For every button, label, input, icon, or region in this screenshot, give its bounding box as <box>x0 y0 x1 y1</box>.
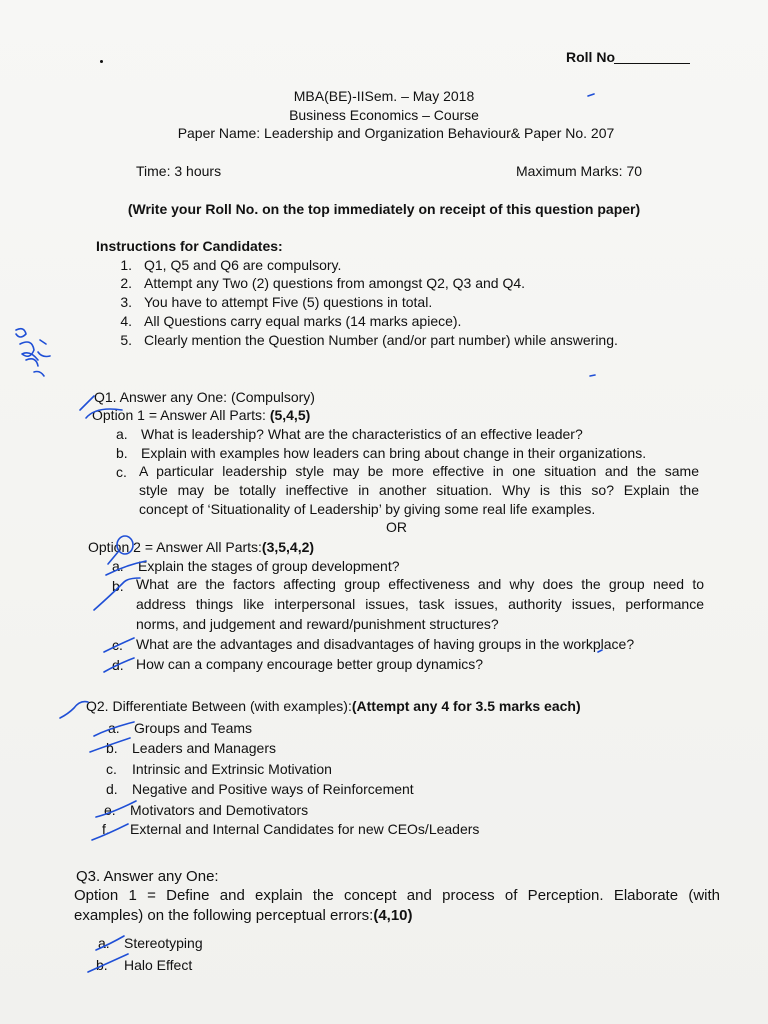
q1-option2-item-b-line1: What are the factors affecting group effectiveness and why does the group need to <box>136 576 704 592</box>
maximum-marks: Maximum Marks: 70 <box>516 163 643 179</box>
q1-option1-item-c-line1: A particular leadership style may be more effective in one situation and the same <box>139 463 699 479</box>
q2-tick-mark <box>60 702 88 718</box>
list-item: e. Motivators and Demotivators <box>104 802 309 818</box>
q1-option1-item-b: b. <box>116 445 128 461</box>
q3-option1-line2: examples) on the following perceptual errors:(4,10) <box>74 907 413 924</box>
q1-option1-item-c: c. <box>116 464 127 480</box>
q1-option2-item-b-line2: address things like interpersonal issues, task issues, authority issues, performance <box>136 596 704 612</box>
q1-option1-item-b-text: Explain with examples how leaders can bring about change in their organizations. <box>141 445 647 461</box>
q1-option1-item-c-line3: concept of ‘Situationality of Leadership’ by giving some real life examples. <box>139 501 596 517</box>
q1-option2-item-d: d. <box>112 657 124 673</box>
q1-option1-item-a-text: What is leadership? What are the characteristics of an effective leader? <box>141 426 583 442</box>
q3-option1-line1: Option 1 = Define and explain the concept and process of Perception. Elaborate (with <box>74 887 720 904</box>
q1-option1-item-a: a. <box>116 426 128 442</box>
q1-option2-item-d-text: How can a company encourage better group dynamics? <box>136 656 484 672</box>
course-name: Business Economics – Course <box>289 107 479 123</box>
q2-item-f-tick <box>92 824 128 840</box>
roll-number-blank <box>614 63 690 64</box>
q1-option2-item-a: a. <box>112 558 124 574</box>
time-allowed: Time: 3 hours <box>136 163 222 179</box>
paper-name: Paper Name: Leadership and Organization Behaviour& Paper No. 207 <box>177 125 615 141</box>
list-item: c. Intrinsic and Extrinsic Motivation <box>106 761 332 777</box>
roll-number-label: Roll No <box>566 49 615 65</box>
list-item: a. Groups and Teams <box>108 720 253 736</box>
q3-item-b: b. Halo Effect <box>96 957 193 973</box>
instructions-heading: Instructions for Candidates: <box>96 238 283 254</box>
q3-heading: Q3. Answer any One: <box>76 868 219 885</box>
q2-heading: Q2. Differentiate Between (with examples):(Attempt any 4 for 3.5 marks each) <box>86 698 581 714</box>
list-item: b. Leaders and Managers <box>106 740 276 756</box>
q1-option1-label: Option 1 = Answer All Parts: (5,4,5) <box>92 407 311 423</box>
q1-option2-label: Option 2 = Answer All Parts:(3,5,4,2) <box>88 539 315 555</box>
write-roll-note: (Write your Roll No. on the top immediately on receipt of this question paper) <box>127 201 641 217</box>
or-separator: OR <box>386 519 407 535</box>
q1-option2-item-c-text: What are the advantages and disadvantages of having groups in the workplace? <box>136 636 635 652</box>
q1-option2-item-b: b. <box>112 578 124 594</box>
exam-paper: Roll No MBA(BE)-IISem. – May 2018 Business Economics – Course Paper Name: Leadership and Organization Behaviour& Paper No. 207 Time: 3 hours Maximum Marks: 70 (Write your Roll No. on the top immediately on receipt of this question paper) Instructions for Candidates: 1. Q1, Q5 and Q6 are compulsory. 2. Attempt any Two (2) questions from amongst Q2, Q3 and Q4. 3. You have to attempt Five (5) questions in total. 4. All Questions carry equal marks (14 marks apiece). 5. Clearly mention the Question Number (and/or part number) while answering. Q1. Answer any One: (Compulsory) Option 1 = Answer All Parts: (5,4,5) a. What is leadership? What are the characteristics of an effective leader? b. Explain with examples how leaders can bring about change in their organizations. c. A particular leadership style may be more effective in one situation and the same style may be totally ineffective in another situation. Why is this so? Explain the concept of ‘Situationality of Leadership’ by giving some real life examples. OR Option 2 = Answer All Parts:(3,5,4,2) a. Explain the stages of group development? b. What are the factors affecting group effectiveness and why does the group need to address things like interpersonal issues, task issues, authority issues, performance norms, and judgement and reward/punishment structures? c. What are the advantages and disadvantages of having groups in the workplace? d. How can a company encourage better group dynamics? Q2. Differentiate Between (with examples):(Attempt any 4 for 3.5 marks each) a. Groups and Teams b. Leaders and Managers c. Intrinsic and Extrinsic Motivation d. Negative and Positive ways of Reinforcement e. Motivators and Demotivators f. External and Internal Candidates for new CEOs/Leaders Q3. Answer any One: Option 1 = Define and explain the concept and process of Perception. Elaborate (with examples) on the following perceptual errors:(4,10) a. Stereotyping b. Halo Effect <box>0 0 768 1024</box>
q3-item-a: a. Stereotyping <box>98 935 203 951</box>
q1-option2-item-b-line3: norms, and judgement and reward/punishment structures? <box>136 616 499 632</box>
q1-option2-item-a-text: Explain the stages of group development? <box>138 558 400 574</box>
q1-option1-item-c-line2: style may be totally ineffective in another situation. Why is this so? Explain the <box>139 482 699 498</box>
stray-dot <box>100 60 103 63</box>
list-item: d. Negative and Positive ways of Reinforcement <box>106 781 414 797</box>
list-item: f. External and Internal Candidates for new CEOs/Leaders <box>102 821 480 837</box>
margin-scribble <box>16 329 50 376</box>
exam-title: MBA(BE)-IISem. – May 2018 <box>293 88 475 104</box>
q1-heading: Q1. Answer any One: (Compulsory) <box>94 389 315 405</box>
q1-option2-item-c: c. <box>112 637 123 653</box>
